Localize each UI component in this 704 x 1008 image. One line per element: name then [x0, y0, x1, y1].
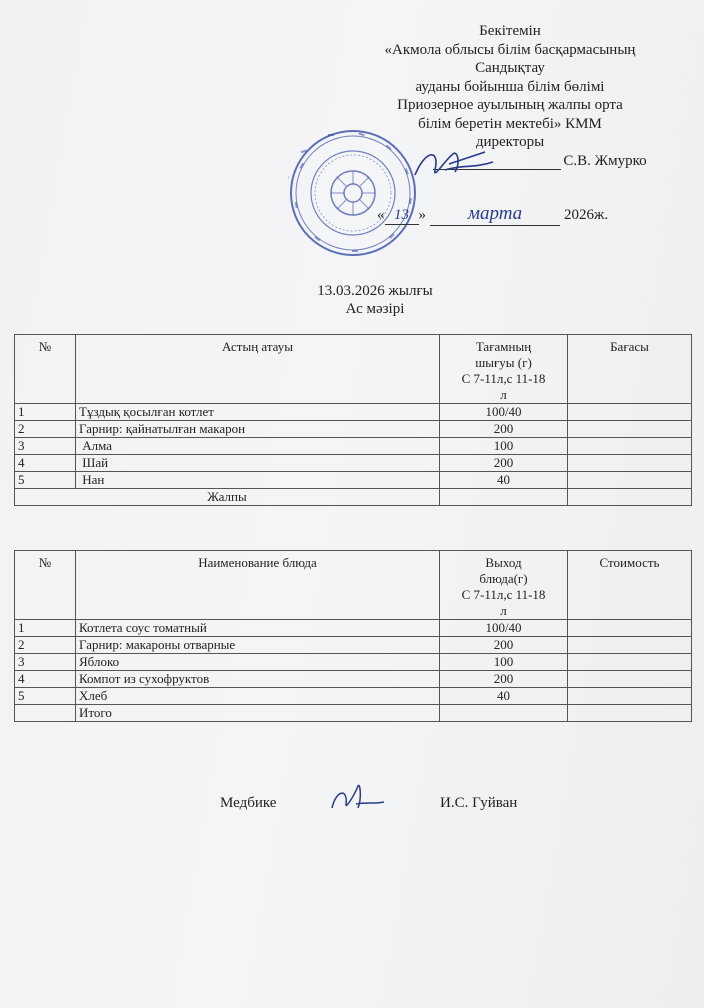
header-line: «Акмола облысы білім басқармасының [384, 41, 636, 58]
header-dish-name: Астың атауы [76, 335, 440, 404]
total-price [568, 489, 692, 506]
header-yield-line: Тағамның [475, 339, 532, 354]
row-dish: Гарнир: макароны отварные [76, 637, 440, 654]
header-dish-name: Наименование блюда [76, 551, 440, 620]
header-yield-line: блюда(г) [479, 571, 528, 586]
date-open-quote: « [377, 207, 385, 223]
total-num [15, 705, 76, 722]
header-yield [440, 551, 568, 620]
header-num: № [15, 551, 76, 620]
table-row [15, 455, 692, 472]
header-yield-line: С 7-11л,с 11-18 [461, 587, 546, 602]
table-row [15, 654, 692, 671]
header-price: Стоимость [568, 551, 692, 620]
row-num: 5 [15, 688, 76, 705]
total-label: Итого [76, 705, 440, 722]
table-row [15, 472, 692, 489]
nurse-signature [326, 778, 386, 818]
director-signature [405, 140, 495, 190]
row-price [568, 421, 692, 438]
row-yield: 100 [440, 654, 568, 671]
menu-heading: Ас мәзірі [345, 301, 405, 317]
row-dish: Хлеб [76, 688, 440, 705]
header-yield-line: шығуы (г) [475, 355, 532, 370]
table-row [15, 637, 692, 654]
row-num: 2 [15, 421, 76, 438]
menu-date: 13.03.2026 жылғы [317, 283, 433, 299]
table-row [15, 671, 692, 688]
table-total-row [15, 705, 692, 722]
table-total-row [15, 489, 692, 506]
row-dish: Шай [76, 455, 440, 472]
total-yield [440, 705, 568, 722]
header-yield-line: л [500, 387, 507, 402]
total-label: Жалпы [15, 489, 440, 506]
date-year: 2026ж. [564, 207, 609, 223]
row-price [568, 671, 692, 688]
row-dish: Котлета соус томатный [76, 620, 440, 637]
date-close-quote: » [418, 207, 426, 223]
row-dish: Яблоко [76, 654, 440, 671]
official-seal-stamp [288, 128, 418, 258]
table-row [15, 421, 692, 438]
row-dish: Гарнир: қайнатылған макарон [76, 421, 440, 438]
row-num: 3 [15, 654, 76, 671]
row-dish: Компот из сухофруктов [76, 671, 440, 688]
header-line: ауданы бойынша білім бөлімі [415, 78, 605, 95]
row-price [568, 455, 692, 472]
row-yield: 100/40 [440, 404, 568, 421]
row-num: 1 [15, 404, 76, 421]
nurse-name: И.С. Гуйван [440, 795, 518, 811]
row-num: 4 [15, 455, 76, 472]
row-price [568, 438, 692, 455]
header-price: Бағасы [568, 335, 692, 404]
row-price [568, 688, 692, 705]
row-price [568, 620, 692, 637]
total-price [568, 705, 692, 722]
date-month: марта [430, 203, 560, 226]
row-price [568, 654, 692, 671]
date-day: 13 [385, 207, 419, 225]
kazakh-menu-table [14, 334, 692, 506]
table-row [15, 404, 692, 421]
row-num: 3 [15, 438, 76, 455]
table-row [15, 438, 692, 455]
row-price [568, 472, 692, 489]
row-num: 1 [15, 620, 76, 637]
header-line: Сандықтау [475, 60, 545, 76]
header-line: директоры [475, 134, 545, 150]
header-line: Бекітемін [479, 23, 541, 39]
row-yield: 200 [440, 637, 568, 654]
table-header-row [15, 551, 692, 620]
row-yield: 40 [440, 688, 568, 705]
header-num: № [15, 335, 76, 404]
row-yield: 200 [440, 671, 568, 688]
row-num: 4 [15, 671, 76, 688]
header-line: Приозерное ауылының жалпы орта [397, 97, 623, 113]
row-yield: 200 [440, 455, 568, 472]
director-name: С.В. Жмурко [563, 152, 647, 169]
row-yield: 100/40 [440, 620, 568, 637]
table-row [15, 688, 692, 705]
header-line: білім беретін мектебі» КММ [418, 115, 602, 132]
row-yield: 40 [440, 472, 568, 489]
header-yield-line: л [500, 603, 507, 618]
menu-title [280, 282, 470, 318]
row-dish: Тұздық қосылған котлет [76, 404, 440, 421]
row-price [568, 637, 692, 654]
row-num: 2 [15, 637, 76, 654]
russian-menu-table [14, 550, 692, 722]
header-yield-line: С 7-11л,с 11-18 [461, 371, 546, 386]
approval-date [377, 203, 608, 226]
table-header-row [15, 335, 692, 404]
row-num: 5 [15, 472, 76, 489]
table-row [15, 620, 692, 637]
row-dish: Алма [76, 438, 440, 455]
row-yield: 200 [440, 421, 568, 438]
header-yield-line: Выход [485, 555, 522, 570]
nurse-role: Медбике [220, 795, 277, 811]
row-yield: 100 [440, 438, 568, 455]
row-price [568, 404, 692, 421]
total-yield [440, 489, 568, 506]
header-yield [440, 335, 568, 404]
row-dish: Нан [76, 472, 440, 489]
